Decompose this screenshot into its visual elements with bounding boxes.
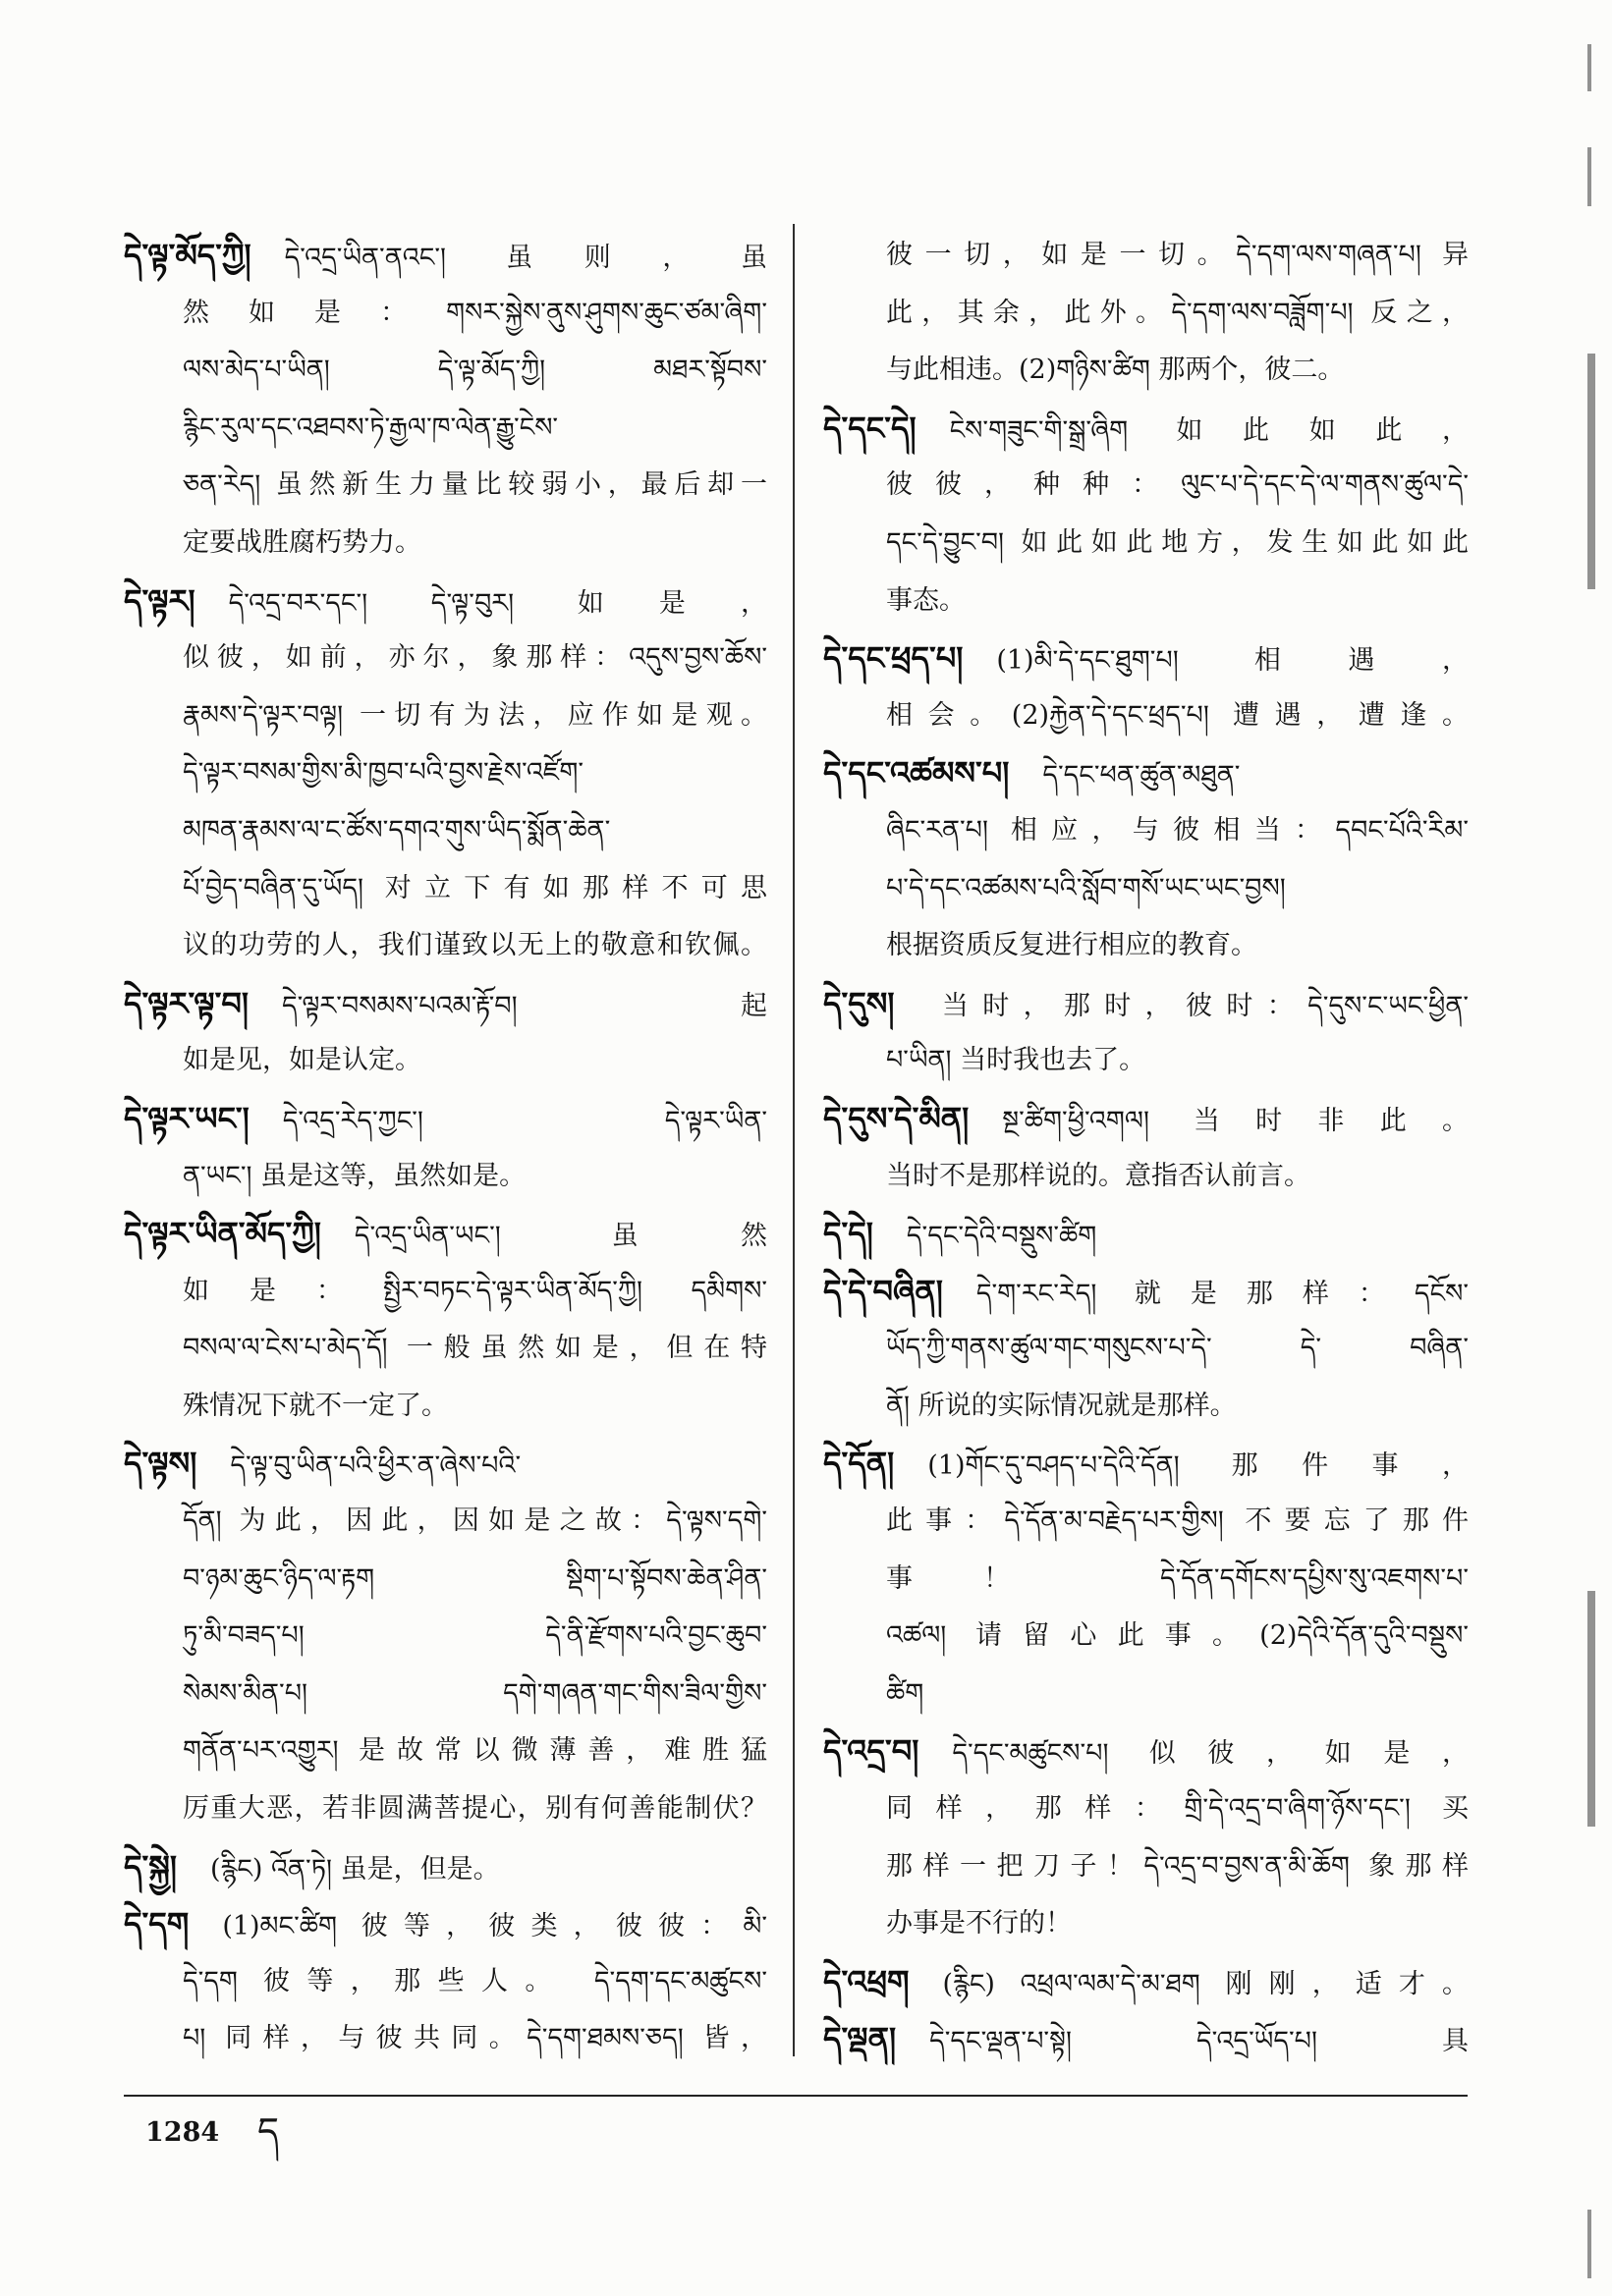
entry-line xyxy=(124,1090,767,1148)
entry-line xyxy=(823,1435,1469,1493)
entry-line: སེམས་མིན་པ། དགེ་གཞན་གང་གིས་ཟིལ་གྱིས་ xyxy=(183,1677,767,1709)
entry-line: 办事是不行的！ xyxy=(886,1908,1072,1940)
entry-line: 彼一切，如是一切。དེ་དག་ལས་གཞན་པ། 异 xyxy=(886,240,1469,270)
entry-text: དེ་དང་མཚུངས་པ། 似彼，如是， xyxy=(952,1738,1469,1770)
entry-headword: དེ་ལྟ་མོད་ཀྱི། xyxy=(124,237,251,274)
entry-line: དེ་ལྟར་བསམ་གྱིས་མི་ཁྱབ་པའི་བྱས་རྗེས་འཛོག་ xyxy=(183,757,584,789)
entry-line: 与此相违。(2)གཉིས་ཚིག 那两个，彼二。 xyxy=(886,355,1345,386)
entry-line: ནོ། 所说的实际情况就是那样。 xyxy=(886,1390,1237,1421)
entry-line xyxy=(823,1722,1469,1780)
entry-line: པ་ཡིན། 当时我也去了。 xyxy=(886,1045,1146,1076)
dictionary-entry xyxy=(124,975,767,1090)
entry-line: པ། 同样，与彼共同。དེ་དག་ཐམས་ཅད། 皆， xyxy=(183,2023,767,2054)
entry-line: གནོན་པར་འགྱུར། 是故常以微薄善，难胜猛 xyxy=(183,1735,767,1767)
dictionary-entry xyxy=(823,629,1469,744)
entry-headword: དེ་ལྟར་ཡང་། xyxy=(124,1099,250,1137)
dictionary-entry xyxy=(124,1895,767,2068)
entry-headword: དེ་དང་ཕྲད་པ། xyxy=(823,639,964,678)
dictionary-entry xyxy=(124,1090,767,1205)
entry-line: 如是：སྤྱིར་བཏང་དེ་ལྟར་ཡིན་མོད་ཀྱི། དམིགས་ xyxy=(183,1275,767,1306)
entry-line: རྣམས་དེ་ལྟར་བལྟ། 一切有为法，应作如是观。 xyxy=(183,699,767,731)
dictionary-entry xyxy=(124,1205,767,1435)
entry-line: བསལ་ལ་ངེས་པ་མེད་དོ། 一般虽然如是，但在特 xyxy=(183,1333,767,1364)
footer-rule xyxy=(124,2095,1468,2097)
dictionary-entry xyxy=(124,227,767,573)
dictionary-entry xyxy=(823,744,1469,974)
entry-line xyxy=(823,975,1469,1033)
dictionary-entry xyxy=(823,400,1469,629)
entry-line xyxy=(823,400,1469,458)
entry-line: 当时不是那样说的。意指否认前言。 xyxy=(886,1160,1310,1191)
entry-text: (རྙིང) འོན་ཏེ། 虽是，但是。 xyxy=(209,1853,500,1885)
left-column xyxy=(124,227,767,2068)
dictionary-entry xyxy=(124,573,767,975)
dictionary-entry xyxy=(124,1838,767,1896)
entry-line: ཡོད་ཀྱི་གནས་ཚུལ་གང་གསུངས་པ་དེ་ དེ་ བཞིན་ xyxy=(886,1333,1469,1364)
entry-headword: དེ་ལྡན། xyxy=(823,2020,897,2058)
entry-line: པ་དེ་དང་འཚམས་པའི་སློབ་གསོ་ཡང་ཡང་བྱས། xyxy=(886,872,1286,903)
entry-headword: དེ་འདྲ་བ། xyxy=(823,1732,919,1771)
entry-text: དེ་དང་དེའི་བསྡུས་ཚིག xyxy=(906,1221,1097,1252)
entry-text: (རྙིང) འཕྲལ་ལམ་དེ་མ་ཐག 刚刚，适才。 xyxy=(942,1968,1469,1999)
entry-line xyxy=(823,2010,1469,2068)
dictionary-entry xyxy=(823,1263,1469,1436)
entry-line: 相会。(2)རྐྱེན་དེ་དང་ཕྲད་པ། 遭遇，遭逢。 xyxy=(886,699,1469,731)
entry-headword: དེ་ལྟར་ལྟ་བ། xyxy=(124,984,249,1022)
entry-line: དང་དེ་བྱུང་བ། 如此如此地方，发生如此如此 xyxy=(886,526,1469,558)
entry-headword: དེ་འཕྲག xyxy=(823,1962,910,2000)
entry-line: 定要战胜腐朽势力。 xyxy=(183,526,421,558)
dictionary-entry xyxy=(823,975,1469,1090)
entry-line xyxy=(124,1435,767,1493)
entry-line: 殊情况下就不一定了。 xyxy=(183,1390,448,1421)
entry-headword: དེ་ལྟས། xyxy=(124,1445,197,1483)
entry-line: ཏུ་མི་བཟད་པ། དེ་ནི་རྫོགས་པའི་བྱང་ཆུབ་ xyxy=(183,1620,767,1652)
right-column xyxy=(823,227,1469,2068)
entry-line xyxy=(823,744,1469,802)
entry-line: དོན། 为此，因此，因如是之故：དེ་ལྟས་དགེ་ xyxy=(183,1505,767,1537)
entry-text: དེ་འདྲ་བར་དང་། དེ་ལྟ་བུར། 如是， xyxy=(228,587,767,619)
entry-line: 此事：དེ་དོན་མ་བརྗེད་པར་གྱིས། 不要忘了那件 xyxy=(886,1505,1469,1537)
entry-text: ངེས་གཟུང་གི་སྒྲ་ཞིག 如此如此， xyxy=(949,414,1469,446)
entry-line xyxy=(124,1205,767,1263)
entry-line xyxy=(124,227,767,285)
entry-text: (1)མང་ཚིག 彼等，彼类，彼彼：མི་ xyxy=(222,1911,767,1942)
entry-continuation xyxy=(823,227,1469,400)
entry-line: བ་ཉམ་ཆུང་ཉིད་ལ་རྟག སྡིག་པ་སྟོབས་ཆེན་ཤིན་ xyxy=(183,1562,767,1594)
entry-headword: དེ་དང་དེ། xyxy=(823,409,917,447)
entry-text: དེ་དང་ལྡན་པ་སྟེ། དེ་འདྲ་ཡོད་པ། 具 xyxy=(929,2026,1469,2057)
entry-line: 根据资质反复进行相应的教育。 xyxy=(886,930,1257,961)
entry-line: པོ་བྱེད་བཞིན་དུ་ཡོད། 对立下有如那样不可思 xyxy=(183,872,767,903)
entry-text: དེ་དང་ཕན་ཚུན་མཐུན་ xyxy=(1042,760,1241,792)
entry-line: དེ་དག 彼等，那些人。 དེ་དག་དང་མཚུངས་ xyxy=(183,1965,767,1996)
entry-text: དེ་འདྲ་ཡིན་ནའང་། 虽则，虽 xyxy=(284,243,767,273)
entry-line: 议的功劳的人，我们谨致以无上的敬意和钦佩。 xyxy=(183,930,767,961)
entry-text: དེ་འདྲ་རེད་ཀྱང་། དེ་ལྟར་ཡིན་ xyxy=(282,1105,767,1136)
entry-line xyxy=(823,1953,1469,2011)
entry-line xyxy=(124,1838,767,1896)
scan-edge-mark xyxy=(1587,1591,1595,1827)
entry-line: ལས་མེད་པ་ཡིན། དེ་ལྟ་མོད་ཀྱི། མཐར་སྟོབས་ xyxy=(183,355,767,386)
entry-line: ཅན་རེད། 虽然新生力量比较弱小，最后却一 xyxy=(183,469,767,501)
entry-line: 然如是：གསར་སྐྱེས་ནུས་ཤུགས་ཆུང་ཙམ་ཞིག་ xyxy=(183,297,767,328)
scan-edge-mark xyxy=(1587,44,1591,91)
entry-text: དེ་ལྟར་བསམས་པའམ་རྟོ་བ། 起 xyxy=(281,990,767,1021)
entry-line: མཁན་རྣམས་ལ་ང་ཚོས་དགའ་གུས་ཡིད་སྨོན་ཆེན་ xyxy=(183,814,611,846)
entry-headword: དེ་སྐྱེ། xyxy=(124,1847,177,1886)
entry-line: 厉重大恶，若非圆满菩提心，别有何善能制伏？ xyxy=(183,1793,767,1825)
entry-line: 那样一把刀子！དེ་འདྲ་བ་བྱས་ན་མི་ཆོག 象那样 xyxy=(886,1850,1469,1882)
entry-line: 同样，那样：གྲི་དེ་འདྲ་བ་ཞིག་ཉོས་དང་། 买 xyxy=(886,1793,1469,1825)
dictionary-entry xyxy=(823,1435,1469,1722)
scan-edge-mark xyxy=(1587,354,1595,589)
entry-headword: དེ་དེ། xyxy=(823,1215,873,1253)
entry-headword: དེ་དེ་བཞིན། xyxy=(823,1272,943,1310)
entry-headword: དེ་དོན། xyxy=(823,1445,895,1483)
entry-line xyxy=(124,975,767,1033)
entry-headword: དེ་དུས། xyxy=(823,984,895,1022)
entry-text: 当时，那时，彼时：དེ་དུས་ང་ཡང་ཕྱིན་ xyxy=(927,990,1469,1021)
page-number: 1284 xyxy=(145,2117,220,2148)
entry-text: དེ་འདྲ་ཡིན་ཡང་། 虽然 xyxy=(354,1221,767,1252)
dictionary-entry xyxy=(823,1953,1469,2011)
entry-line: རྙིང་རུལ་དང་འཐབས་ཏེ་རྒྱལ་ཁ་ལེན་རྒྱུ་ངེས་ xyxy=(183,411,559,443)
dictionary-entry xyxy=(823,1205,1469,1263)
dictionary-entry xyxy=(823,2010,1469,2068)
entry-line xyxy=(823,629,1469,687)
entry-line xyxy=(823,1205,1469,1263)
entry-line xyxy=(823,1263,1469,1321)
entry-line: 似彼，如前，亦尔，象那样：འདུས་བྱས་ཆོས་ xyxy=(183,642,767,674)
entry-text: (1)གོང་དུ་བཤད་པ་དེའི་དོན། 那件事， xyxy=(927,1450,1469,1482)
entry-line: 如是见，如是认定。 xyxy=(183,1045,421,1076)
entry-line xyxy=(823,1090,1469,1148)
entry-headword: དེ་དུས་དེ་མིན། xyxy=(823,1099,970,1137)
scan-edge-mark xyxy=(1587,2210,1591,2278)
entry-line xyxy=(124,573,767,630)
dictionary-entry xyxy=(823,1090,1469,1205)
entry-headword: དེ་དག xyxy=(124,1905,190,1943)
scan-edge-mark xyxy=(1587,147,1591,206)
entry-line xyxy=(124,1895,767,1953)
dictionary-entry xyxy=(124,1435,767,1837)
entry-text: སྔ་ཚིག་ཕྱི་འགལ། 当时非此。 xyxy=(1002,1105,1469,1136)
entry-headword: དེ་ལྟར། xyxy=(124,581,195,620)
entry-line: ན་ཡང་། 虽是这等，虽然如是。 xyxy=(183,1160,527,1191)
entry-line: 彼彼，种种：ལུང་པ་དེ་དང་དེ་ལ་གནས་ཚུལ་དེ་ xyxy=(886,469,1469,501)
entry-line: ཞིང་རན་པ། 相应，与彼相当：དབང་པོའི་རིམ་ xyxy=(886,814,1469,846)
entry-line: ཚིག xyxy=(886,1677,924,1709)
entry-line: 此，其余，此外。དེ་དག་ལས་བཟློག་པ། 反之， xyxy=(886,297,1469,328)
column-divider xyxy=(793,224,795,2056)
entry-text: (1)མི་དེ་དང་ཐུག་པ། 相遇， xyxy=(996,645,1469,677)
entry-line: 事！ དེ་དོན་དགོངས་དཔྱིས་སུ་འཇགས་པ་ xyxy=(886,1562,1469,1594)
entry-headword: དེ་དང་འཚམས་པ། xyxy=(823,754,1010,793)
entry-line: 事态。 xyxy=(886,584,966,616)
dictionary-entry xyxy=(823,1722,1469,1952)
entry-line: འཚལ། 请留心此事。(2)དེའི་དོན་དུའི་བསྡུས་ xyxy=(886,1620,1469,1652)
entry-text: དེ་ལྟ་བུ་ཡིན་པའི་ཕྱིར་ན་ཞེས་པའི་ xyxy=(230,1450,522,1482)
entry-headword: དེ་ལྟར་ཡིན་མོད་ཀྱི། xyxy=(124,1215,321,1253)
section-letter: ད xyxy=(257,2109,280,2153)
entry-text: དེ་ག་རང་རེད། 就是那样：དངོས་ xyxy=(975,1278,1469,1309)
